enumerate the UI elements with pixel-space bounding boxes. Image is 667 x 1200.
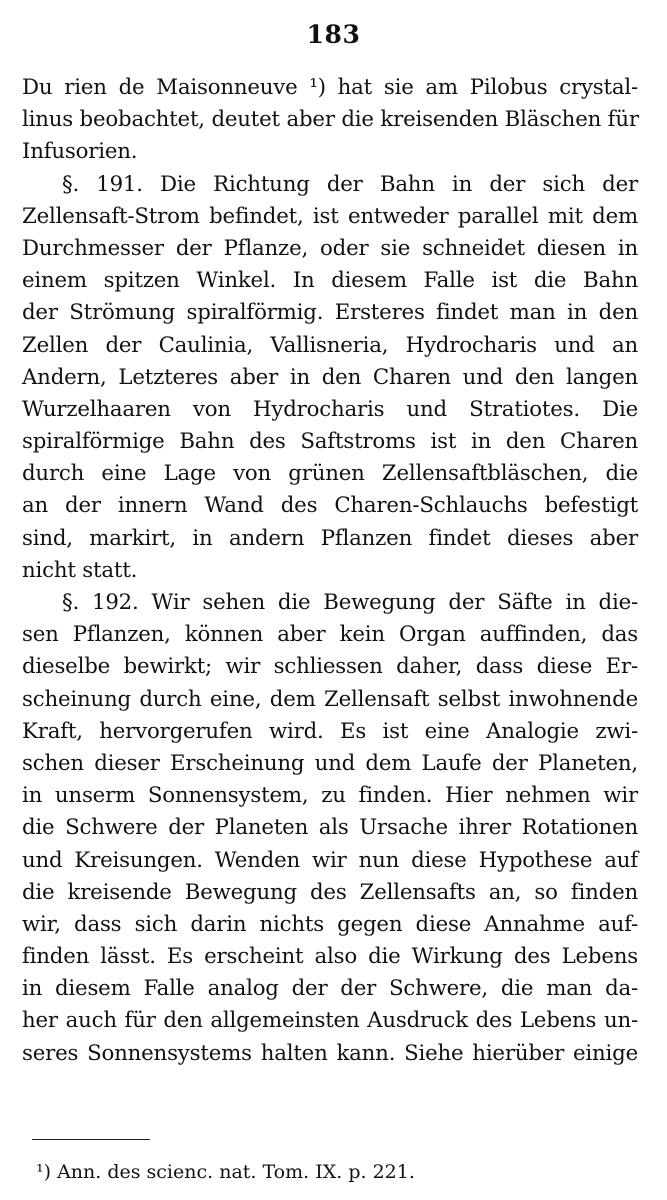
text-line: Andern, Letzteres aber in den Charen und den langen: [22, 364, 638, 390]
text-line: der Strömung spiralförmig. Ersteres findet man in den: [22, 300, 638, 326]
text-line: sen Pflanzen, können aber kein Organ auffinden, das: [22, 622, 638, 648]
footnote: ¹) Ann. des scienc. nat. Tom. IX. p. 221.: [36, 1161, 415, 1183]
text-line: in diesem Falle analog der der Schwere, die man da-: [22, 976, 638, 1002]
text-line: Zellensaft-Strom befindet, ist entweder parallel mit dem: [22, 203, 638, 229]
text-line: her auch für den allgemeinsten Ausdruck des Lebens un-: [22, 1008, 638, 1034]
text-line: scheinung durch eine, dem Zellensaft selbst inwohnende: [22, 686, 638, 712]
text-line: Infusorien.: [22, 139, 138, 165]
text-line: an der innern Wand des Charen-Schlauchs befestigt: [22, 493, 638, 519]
text-line: §. 192. Wir sehen die Bewegung der Säfte in die-: [62, 590, 638, 615]
body-text: [22, 72, 638, 1070]
text-line: die kreisende Bewegung des Zellensafts an, so finden: [22, 879, 638, 905]
text-line: linus beobachtet, deutet aber die kreisenden Bläschen für: [22, 107, 639, 133]
footnote-divider: [32, 1139, 150, 1140]
page-number: 183: [306, 20, 361, 49]
text-line: Durchmesser der Pflanze, oder sie schneidet diesen in: [22, 235, 638, 261]
text-line: und Kreisungen. Wenden wir nun diese Hypothese auf: [22, 847, 638, 873]
text-line: Zellen der Caulinia, Vallisneria, Hydrocharis und an: [22, 332, 638, 358]
text-line: sind, markirt, in andern Pflanzen findet dieses aber: [22, 525, 638, 551]
text-line: spiralförmige Bahn des Saftstroms ist in den Charen: [22, 429, 638, 455]
text-line: Wurzelhaaren von Hydrocharis und Stratiotes. Die: [22, 396, 638, 422]
text-line: in unserm Sonnensystem, zu finden. Hier nehmen wir: [22, 783, 638, 809]
text-line: durch eine Lage von grünen Zellensaftbläschen, die: [22, 461, 638, 487]
text-line: nicht statt.: [22, 557, 138, 583]
text-line: schen dieser Erscheinung und dem Laufe der Planeten,: [22, 750, 638, 776]
text-line: einem spitzen Winkel. In diesem Falle ist die Bahn: [22, 268, 638, 294]
text-line: §. 191. Die Richtung der Bahn in der sich der: [62, 171, 638, 197]
text-line: die Schwere der Planeten als Ursache ihrer Rotationen: [22, 815, 638, 841]
text-line: wir, dass sich darin nichts gegen diese Annahme auf-: [22, 911, 638, 937]
text-line: seres Sonnensystems halten kann. Siehe hierüber einige: [22, 1040, 638, 1066]
text-line: finden lässt. Es erscheint also die Wirkung des Lebens: [22, 944, 638, 970]
text-line: dieselbe bewirkt; wir schliessen daher, dass diese Er-: [22, 654, 638, 680]
text-line: Du rien de Maisonneuve ¹) hat sie am Pilobus crystal-: [22, 75, 638, 100]
text-line: Kraft, hervorgerufen wird. Es ist eine Analogie zwi-: [22, 718, 638, 744]
